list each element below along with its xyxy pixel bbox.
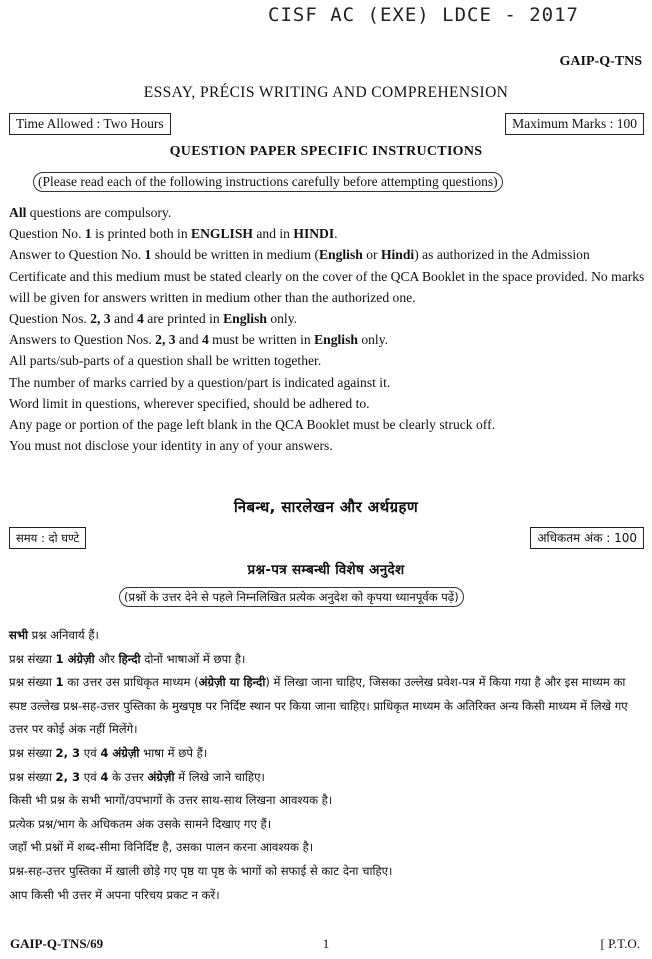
instruction-bold: 1 अंग्रेज़ी	[55, 651, 95, 666]
instruction-text: and in	[252, 226, 294, 242]
instruction-text: or	[362, 247, 381, 263]
footer-pto: [ P.T.O.	[600, 936, 640, 951]
instruction-bold: Hindi	[380, 247, 415, 263]
instruction-line: किसी भी प्रश्न के सभी भागों/उपभागों के उत्तर साथ-साथ लिखना आवश्यक है।	[9, 793, 333, 808]
instruction-text: are printed in	[143, 311, 224, 327]
instruction-bold: English	[314, 332, 358, 348]
instruction-line	[9, 766, 645, 790]
english-instructions-list	[9, 202, 645, 456]
footer-page-number: 1	[322, 936, 330, 951]
instruction-line	[9, 671, 645, 742]
instruction-text: Question Nos.	[9, 311, 91, 327]
instruction-bold: English	[223, 311, 267, 327]
instruction-text: and	[110, 311, 138, 327]
instruction-line	[9, 244, 645, 308]
instruction-bold: 1	[55, 675, 64, 690]
instruction-bold: HINDI	[293, 226, 335, 242]
instruction-text: should be written in medium (	[151, 247, 319, 263]
instruction-text: and	[175, 332, 202, 348]
instruction-bold: 2, 3	[55, 745, 81, 760]
instruction-bold: 4	[100, 769, 109, 784]
instruction-text: एवं	[80, 769, 101, 784]
time-allowed-box: Time Allowed : Two Hours	[9, 113, 171, 135]
footer-paper-code: GAIP-Q-TNS/69	[10, 936, 104, 951]
instruction-line: प्रत्येक प्रश्न/भाग के अधिकतम अंक उसके सामने दिखाए गए हैं।	[9, 816, 272, 831]
instruction-line: आप किसी भी उत्तर में अपना परिचय प्रकट न करें।	[9, 887, 220, 902]
instruction-bold: All	[9, 205, 27, 220]
instruction-line	[9, 223, 645, 244]
instruction-bold: English	[318, 247, 363, 263]
instruction-text: only.	[357, 332, 389, 348]
instruction-text: प्रश्न संख्या	[9, 651, 56, 666]
instruction-bold: 4 अंग्रेज़ी	[100, 745, 140, 760]
instruction-bold: 1	[144, 247, 152, 263]
english-title: ESSAY, PRÉCIS WRITING AND COMPREHENSION	[143, 84, 509, 101]
instruction-bold: 4	[201, 332, 209, 348]
instruction-text: प्रश्न संख्या	[9, 675, 56, 690]
instruction-line: प्रश्न-सह-उत्तर पुस्तिका में खाली छोड़े गए पृष्ठ या पृष्ठ के भागों को सफाई से काट देना चाहिए।	[9, 863, 393, 878]
instruction-text: दोनों भाषाओं में छपा है।	[140, 651, 246, 666]
instruction-bold: अंग्रेज़ी या हिन्दी	[198, 675, 266, 690]
instruction-text: questions are compulsory.	[26, 205, 172, 220]
instruction-line: All parts/sub-parts of a question shall be written together.	[9, 353, 322, 369]
paper-code: GAIP-Q-TNS	[559, 54, 642, 69]
hindi-time-allowed-box: समय : दो घण्टे	[9, 527, 86, 549]
instruction-text: प्रश्न संख्या	[9, 745, 56, 760]
instruction-bold: ENGLISH	[191, 226, 253, 242]
instruction-line: Word limit in questions, wherever specified, should be adhered to.	[9, 395, 370, 411]
instruction-text: के उत्तर	[108, 769, 148, 784]
instruction-text: ) as authorized in the Admission Certificate and this medium must be stated clearly on the cover of the QCA Booklet in the space provided. No marks will be given for answers written in medium other than the authorized one.	[9, 247, 645, 305]
instruction-text: का उत्तर उस प्राधिकृत माध्यम (	[63, 675, 199, 690]
instruction-bold: हिन्दी	[118, 651, 141, 666]
instruction-text: only.	[266, 311, 298, 327]
instruction-line: The number of marks carried by a question/part is indicated against it.	[9, 374, 391, 390]
instruction-text: और	[94, 651, 119, 666]
instruction-text: भाषा में छपे हैं।	[139, 745, 208, 760]
instruction-text: प्रश्न संख्या	[9, 769, 56, 784]
instruction-text: ) में लिखा जाना चाहिए, जिसका उल्लेख प्रवेश-पत्र में किया गया है और इस माध्यम का स्पष्ट उल्लेख प्रश्न-सह-उत्तर पुस्तिका के मुखपृष्ठ पर निर्दिष्ट स्थान पर किया जाना चाहिए। प्राधिकृत माध्यम के अतिरिक्त अन्य किसी माध्यम में लिखे गए उत्तर पर कोई अंक नहीं मिलेंगे।	[9, 675, 628, 737]
instruction-text: Answers to Question Nos.	[9, 332, 156, 348]
instruction-bold: 1	[84, 226, 92, 242]
instruction-line	[9, 308, 645, 329]
instruction-text: Answer to Question No.	[9, 247, 145, 263]
instruction-text: is printed both in	[91, 226, 192, 242]
instruction-text: must be written in	[208, 332, 315, 348]
english-instructions-heading: QUESTION PAPER SPECIFIC INSTRUCTIONS	[169, 144, 483, 159]
instruction-bold: 4	[137, 311, 144, 327]
instruction-text: Question No.	[9, 226, 85, 242]
hindi-max-marks-box: अधिकतम अंक : 100	[530, 527, 644, 549]
instruction-bold: 2, 3	[90, 311, 111, 327]
hindi-read-note: (प्रश्नों के उत्तर देने से पहले निम्नलिखित प्रत्येक अनुदेश को कृपया ध्यानपूर्वक पढ़ें)	[119, 587, 464, 607]
instruction-text: में लिखे जाने चाहिए।	[174, 769, 265, 784]
hindi-title: निबन्ध, सारलेखन और अर्थग्रहण	[233, 498, 419, 516]
instruction-line: You must not disclose your identity in any of your answers.	[9, 438, 333, 454]
instruction-line	[9, 742, 645, 766]
hindi-instructions-list	[9, 624, 645, 907]
instruction-line	[9, 329, 645, 350]
instruction-line	[9, 648, 645, 672]
instruction-text: एवं	[80, 745, 101, 760]
instruction-bold: 2, 3	[55, 769, 81, 784]
instruction-line	[9, 624, 645, 648]
instruction-text: प्रश्न अनिवार्य हैं।	[28, 628, 99, 642]
instruction-line: Any page or portion of the page left blank in the QCA Booklet must be clearly struck off.	[9, 417, 495, 433]
hindi-instructions-heading: प्रश्न-पत्र सम्बन्धी विशेष अनुदेश	[247, 562, 405, 578]
instruction-line: जहाँ भी प्रश्नों में शब्द-सीमा विनिर्दिष्ट है, उसका पालन करना आवश्यक है।	[9, 840, 314, 855]
max-marks-box: Maximum Marks : 100	[505, 113, 644, 135]
english-read-note: (Please read each of the following instructions carefully before attempting questions)	[33, 172, 503, 192]
handwritten-exam-header: CISF AC (EXE) LDCE - 2017	[268, 4, 579, 26]
instruction-text: .	[334, 226, 338, 242]
instruction-bold: 2, 3	[155, 332, 176, 348]
instruction-bold: अंग्रेज़ी	[147, 769, 175, 784]
instruction-bold: सभी	[9, 628, 28, 642]
instruction-line	[9, 202, 645, 223]
